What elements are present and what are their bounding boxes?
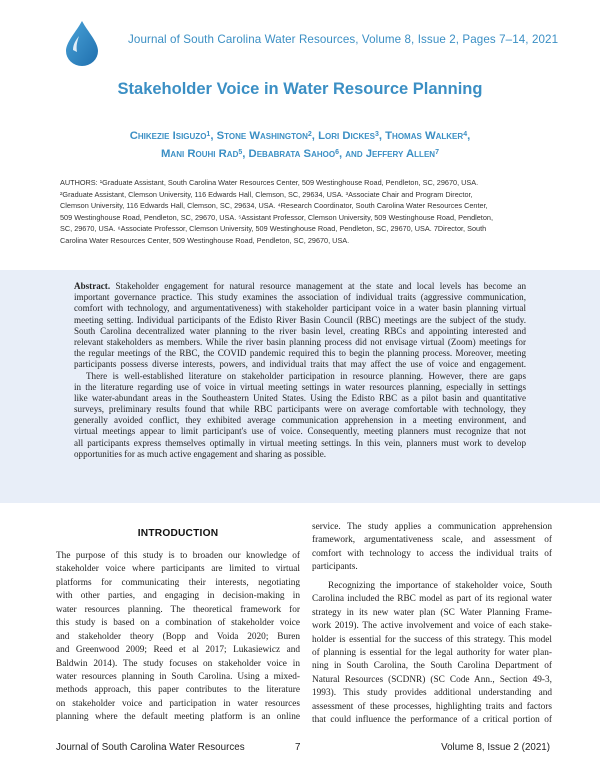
author-name: Mani Rouhi Rad [161,148,239,160]
abstract-line: participants possess diverse interests, powers, and individual traits that may affect the use of voice and engagement. [74,359,526,370]
abstract-line: surveys, preliminary results found that while RBC participants were on average comfortable with technology, they [74,404,526,415]
body-line: 1993). This study provides additional understanding and [312,688,552,699]
body-line: water resources planning. The theoretical framework for [56,604,300,615]
affiliation-line: Clemson University, 116 Edwards Hall, Clemson, SC, 29634, USA. ⁴Research Coordinator, South Carolina Water Resources Center, [60,201,488,211]
abstract [74,281,526,460]
body-line: strategy in its new water plan (SC Water Planning Frame- [312,607,552,618]
paper-title: Stakeholder Voice in Water Resource Planning [117,80,483,98]
abstract-label: Abstract. [74,281,111,291]
body-line: The purpose of this study is to broaden our knowledge of [56,551,300,561]
author-name: Thomas Walker [385,130,464,142]
body-line: on stakeholder voice and participation in water resources [56,698,300,709]
abstract-line: Abstract. Stakeholder engagement for natural resource management at the state and local levels has become an [74,281,526,291]
body-line: service. The study applies a communication apprehension [312,522,552,532]
abstract-line: South Carolina decentralized water planning to the river basin level, creating RBCs and appointing interested and [74,325,526,336]
body-line: Carolina included the RBC model as part of its regional water [312,594,552,605]
author-name: Chikezie Isiguzo [129,130,207,142]
author-affiliation-number: 6 [335,149,339,156]
abstract-line: the regular meetings of the RBC, the COVID pandemic required this to begin the planning process. Moreover, meeting [74,348,526,359]
author-affiliations [60,177,540,247]
body-line: framework, argumentativeness scale, and assessment of [312,535,552,546]
abstract-line: like water-abundant areas in the Southeastern United States. Using the Edisto RBC as a pilot basin and quantitative [74,392,526,403]
author-list [40,127,560,163]
body-line: Natural Resources (SCDNR) (SC Code Ann., Section 49-3, [312,674,552,685]
footer-page-number: 7 [295,742,301,753]
abstract-line: in the literature regarding use of voice in virtual meeting settings in water resources planning, especially in settings [74,381,526,392]
author-conjunction: and [345,148,363,160]
body-line: planning where the default meeting platform is an online [56,712,300,723]
affiliation-line: SC, 29670, USA. ⁶Associate Professor, Clemson University, 509 Westinghouse Road, Pendleton, SC, 29670, USA. 7Director, South [60,224,487,234]
body-line: work 2019). The active involvement and voice of each stake- [312,621,552,632]
author-affiliation-number: 1 [206,131,211,138]
abstract-line: all participants express themselves optimally in virtual meeting settings. In this vein, planners must work to develop [74,437,526,448]
author-affiliation-number: 4 [463,131,468,138]
abstract-line: meeting setting. Individual participants of the Edisto River Basin Council (RBC) meetings are the subject of the study. [74,314,526,325]
body-column-left [56,550,300,725]
abstract-line: generally avoided conflict, they exhibited average communication apprehension in a meeting environment, and [74,415,526,426]
body-line: with other parties, and engaging in decision-making in [56,591,300,602]
abstract-line: There is well-established literature on stakeholder participation in resource planning. However, there are gaps [86,370,526,381]
author-affiliation-number: 7 [435,149,439,156]
body-line: Baldwin 2014). The study focuses on stakeholder voice in [56,658,300,669]
author-name: Debabrata Sahoo [248,148,336,160]
body-line: Recognizing the importance of stakeholder voice, South [328,580,552,591]
body-line: platforms for communicating their interests, negotiating [56,577,300,588]
affiliation-line: Carolina Water Resources Center, 509 Westinghouse Road, Pendleton, SC, 29670, USA. [60,235,350,245]
author-affiliation-number: 5 [238,149,243,156]
author-affiliation-number: 3 [374,131,379,138]
author-line-2: Mani Rouhi Rad$^5$, Debabrata Sahoo$^6$, and Jeffery Allen$^7$ [161,148,439,160]
body-line: ning in South Carolina, the South Carolina Department of [312,661,552,672]
abstract-line: comfort with technology, and argumentativeness) with stakeholder participant voice in a water basin planning virtual [74,303,526,314]
journal-header: Journal of South Carolina Water Resources, Volume 8, Issue 2, Pages 7–14, 2021 [128,33,559,46]
body-line: participants. [312,562,358,573]
body-column-right [312,521,552,728]
author-line-1: Chikezie Isiguzo$^1$, Stone Washington$^2$, Lori Dickes$^3$, Thomas Walker$^4$, [129,130,471,142]
section-heading-introduction: INTRODUCTION [137,528,219,539]
affiliation-line: AUTHORS: ¹Graduate Assistant, South Carolina Water Resources Center, 509 Westinghouse Road, Pendleton, SC, 29670, USA. [60,178,479,187]
author-name: Jeffery Allen [365,148,436,160]
affiliation-line: ²Graduate Assistant, Clemson University, 116 Edwards Hall, Clemson, SC, 29634, USA. ³Associate Chair and Program Director, [60,189,473,199]
body-line: comfort with technology to access the individual traits of [312,548,552,559]
body-line: and Greenwood 2009; Reed et al 2017; Lukasiewicz and [56,645,300,656]
body-line: assessment of these processes, highlighting traits and factors [312,701,552,712]
body-line: water resources planning in South Carolina. Using a mixed- [56,671,300,682]
body-line: methods approach, this paper contributes to the literature [56,685,300,696]
affiliation-line: 509 Westinghouse Road, Pendleton, SC, 29670, USA. ⁵Assistant Professor, Clemson University, 509 Westinghouse Road, Pendleton, [60,212,493,222]
body-line: stakeholder voice where participants are limited to virtual [56,564,300,575]
author-name: Lori Dickes [318,130,375,142]
abstract-line: opportunities for as much active engagement and sharing as possible. [74,448,327,459]
abstract-line: virtual meetings appear to limit participant's use of voice. Consequently, meeting planners must recognize that not [74,426,526,437]
abstract-line: relevant stakeholders as members. While the river basin planning process did not envisage virtual (Zoom) meetings for [74,336,526,347]
author-affiliation-number: 2 [307,131,312,138]
body-line: and stakeholder theory (Bopp and Voida 2020; Buren [56,631,300,642]
body-line: holder is essential for the success of this strategy. This model [312,634,552,645]
body-line: of planning is essential for the legal authority for water plan- [312,647,552,658]
footer-issue: Volume 8, Issue 2 (2021) [441,742,550,753]
body-line: this study is based on a combination of stakeholder voice [56,618,300,629]
water-drop-icon [62,19,102,67]
author-name: Stone Washington [216,130,308,142]
footer-journal-name: Journal of South Carolina Water Resources [56,742,245,753]
body-line: that could influence the performance of a critical portion of [312,715,552,726]
abstract-line: important governance practice. This study examines the association of individual traits (aggressive communication, [74,292,526,303]
